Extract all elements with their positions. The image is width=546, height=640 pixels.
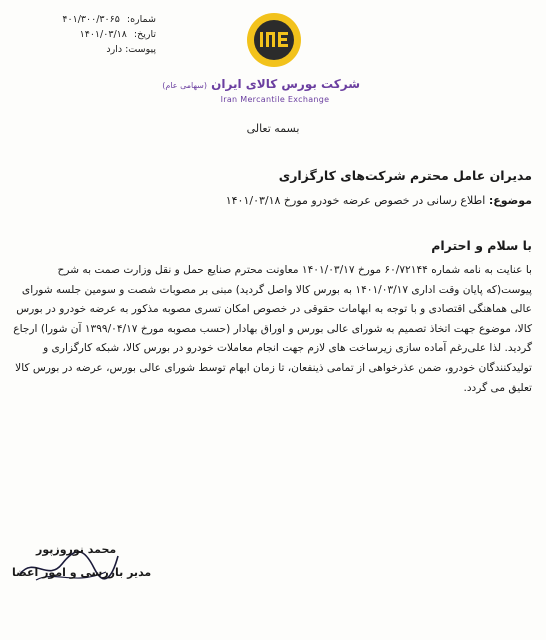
body-line: پیوست(که پایان وقت اداری ۱۴۰۱/۰۳/۱۷ به بورس کالا واصل گردید) مبنی بر مصوبات شصت و سومین جلسه شورای <box>21 283 532 296</box>
brand-name-fa <box>162 76 360 94</box>
reference-block <box>16 12 156 57</box>
greeting: با سلام و احترام <box>431 238 532 253</box>
body-line: عالی هماهنگی اقتصادی و با توجه به ابهامات حقوقی در خصوص امکان تسری مصوبه مذکور به عرضه خودرو در بورس <box>16 303 532 316</box>
brand-block <box>162 76 360 106</box>
body-line: تولیدکنندگان خودرو، ضمن عذرخواهی از تمامی ذینفعان، تا زمان ابهام توسط شورای عالی بورس، عرضه در بورس کالا <box>15 361 532 374</box>
brand-name-en: Iran Mercantile Exchange <box>220 95 330 104</box>
subject-label: موضوع: <box>488 194 532 207</box>
letter-date: ۱۴۰۱/۰۳/۱۸ <box>79 29 127 40</box>
subject-line <box>18 194 532 207</box>
signatory-name: محمد نوروزپور <box>36 543 117 556</box>
signatory-title: مدیر بازرسی و امور اعضا <box>12 566 152 579</box>
recipient-line: مدیران عامل محترم شرکت‌های کارگزاری <box>278 168 532 183</box>
bismillah: بسمه تعالی <box>246 122 300 135</box>
letter-number-label: شماره: <box>126 14 156 25</box>
body-line: گردید. لذا علی‌رغم آماده سازی زیرساخت های لازم جهت انجام معاملات خودرو در بورس کالا، شبکه کارگزاری و <box>43 342 532 355</box>
body-line: با عنایت به نامه شماره ۶۰/۷۲۱۴۴ مورخ ۱۴۰۱/۰۳/۱۷ معاونت محترم صنایع حمل و نقل وزارت صمت به شرح <box>57 264 532 276</box>
letter-date-label: تاریخ: <box>133 29 156 40</box>
body-line: کالا، موضوع جهت اتخاذ تصمیم به شورای عالی بورس و اوراق بهادار (حسب مصوبه مورخ ۱۳۹۹/۰۴/۱۷ آن شورا) ارجاع <box>13 322 532 335</box>
brand-name-suffix: (سهامی عام) <box>162 81 207 90</box>
letter-date-row <box>16 27 156 42</box>
attachment-row <box>16 42 156 57</box>
attachment-label: پیوست: دارد <box>106 44 156 55</box>
brand-name: شرکت بورس کالای ایران <box>211 77 360 91</box>
letter-body <box>13 261 532 398</box>
letter-number-row <box>16 12 156 27</box>
letter-number: ۴۰۱/۳۰۰/۳۰۶۵ <box>62 14 120 25</box>
ime-logo <box>240 10 308 72</box>
body-line: تعلیق می گردد. <box>463 381 532 394</box>
subject-text: اطلاع رسانی در خصوص عرضه خودرو مورخ ۱۴۰۱/۰۳/۱۸ <box>225 194 486 207</box>
